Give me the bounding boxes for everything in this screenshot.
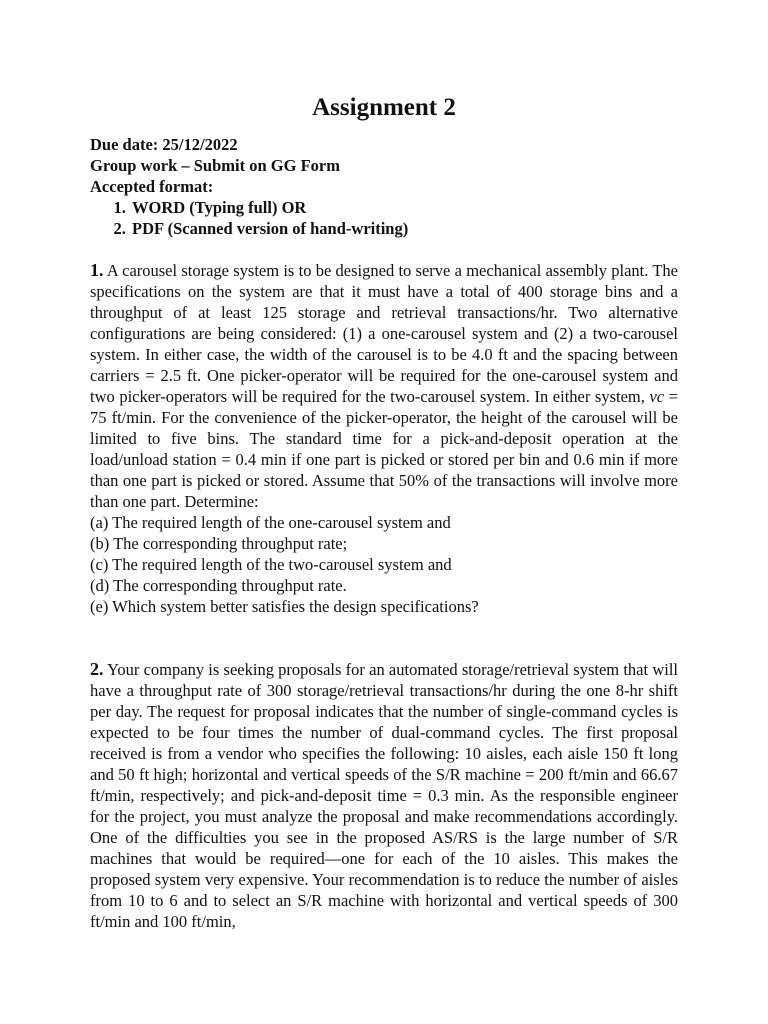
format-item: 1. WORD (Typing full) OR — [130, 197, 678, 218]
format-item: 2. PDF (Scanned version of hand-writing) — [130, 218, 678, 239]
format-list — [90, 197, 678, 239]
question-1 — [90, 260, 678, 512]
question-part: (e) Which system better satisfies the design specifications? — [90, 597, 479, 616]
question-part: (d) The corresponding throughput rate. — [90, 576, 347, 595]
group-work-note: Group work – Submit on GG Form — [90, 156, 340, 175]
assignment-title: Assignment 2 — [312, 94, 456, 121]
question-1-text-a: A carousel storage system is to be designed to serve a mechanical assembly plant. The specifications on the system are that it must have a total of 400 storage bins and a throughput of at least 125 storage and retrieval transactions/hr. Two alternative configurations are being considered: (1) a one-carousel system and (2) a two-carousel system. In either case, the width of the carousel is to be 4.0 ft and the spacing between carriers = 2.5 ft. One picker-operator will be required for the one-carousel system and two picker-operators will be required for the two-carousel system. In either system, — [90, 261, 678, 406]
question-part: (a) The required length of the one-carousel system and — [90, 513, 451, 532]
question-part: (c) The required length of the two-carousel system and — [90, 555, 452, 574]
variable-vc: vc — [649, 387, 665, 406]
question-1-parts — [90, 512, 678, 617]
question-number: 2. — [90, 659, 104, 679]
question-number: 1. — [90, 260, 104, 280]
due-date: Due date: 25/12/2022 — [90, 135, 238, 154]
question-2 — [90, 659, 678, 932]
question-1-text-b: = 75 ft/min. For the convenience of the picker-operator, the height of the carousel will be limited to five bins. The standard time for a pick-and-deposit operation at the load/unload station = 0.4 min if one part is picked or stored per bin and 0.6 min if more than one part is picked or stored. Assume that 50% of the transactions will involve more than one part. Determine: — [90, 387, 678, 511]
question-part: (b) The corresponding throughput rate; — [90, 534, 348, 553]
format-label: Accepted format: — [90, 177, 214, 196]
assignment-meta — [90, 134, 678, 239]
question-2-text: Your company is seeking proposals for an automated storage/retrieval system that will have a throughput rate of 300 storage/retrieval transactions/hr during the one 8-hr shift per day. The request for proposal indicates that the number of single-command cycles is expected to be four times the number of dual-command cycles. The first proposal received is from a vendor who specifies the following: 10 aisles, each aisle 150 ft long and 50 ft high; horizontal and vertical speeds of the S/R machine = 200 ft/min and 66.67 ft/min, respectively; and pick-and-deposit time = 0.3 min. As the responsible engineer for the project, you must analyze the proposal and make recommendations accordingly. One of the difficulties you see in the proposed AS/RS is the large number of S/R machines that would be required—one for each of the 10 aisles. This makes the proposed system very expensive. Your recommendation is to reduce the number of aisles from 10 to 6 and to select an S/R machine with horizontal and vertical speeds of 300 ft/min and 100 ft/min, — [90, 660, 678, 931]
